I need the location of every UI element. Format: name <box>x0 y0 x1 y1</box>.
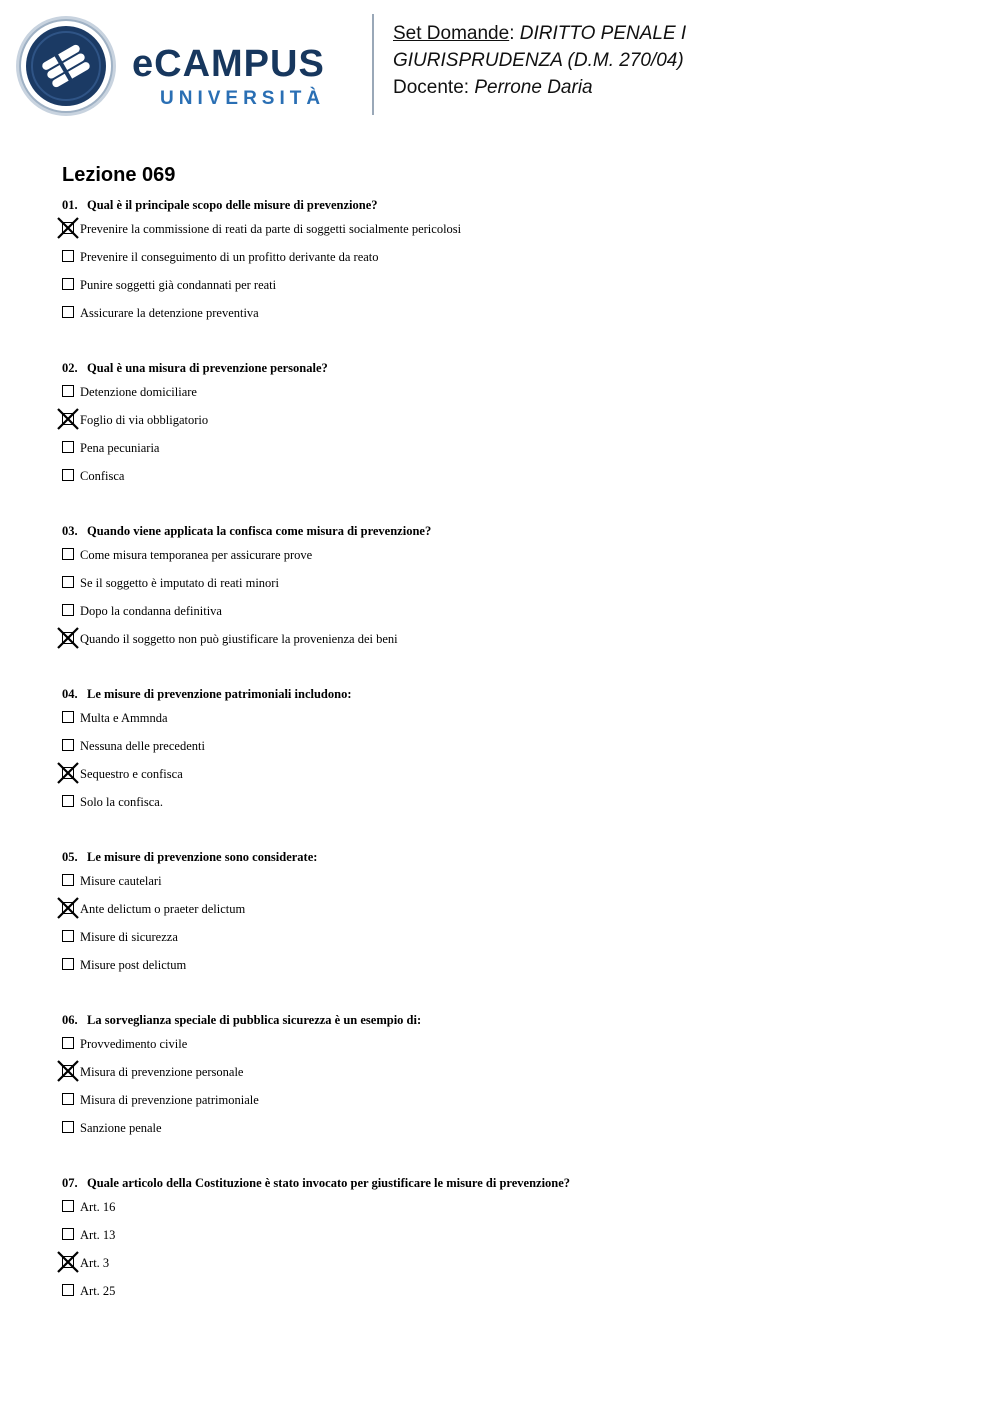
answer-text: Misure cautelari <box>80 874 162 888</box>
teacher-line <box>393 74 686 101</box>
answer-text: Punire soggetti già condannati per reati <box>80 278 277 292</box>
answer-option <box>62 1199 962 1227</box>
answer-text: Provvedimento civile <box>80 1037 188 1051</box>
answer-option <box>62 1255 962 1283</box>
checkbox[interactable] <box>62 604 74 616</box>
question-label: Qual è una misura di prevenzione personale? <box>87 361 328 375</box>
answer-text: Art. 25 <box>80 1284 116 1298</box>
answer-option <box>62 221 962 249</box>
checkbox[interactable] <box>62 469 74 481</box>
answer-text: Detenzione domiciliare <box>80 385 197 399</box>
question-text <box>62 1173 962 1193</box>
answer-option <box>62 384 962 412</box>
question-block <box>62 195 962 333</box>
answer-text: Prevenire la commissione di reati da parte di soggetti socialmente pericolosi <box>80 222 462 236</box>
answer-option <box>62 1120 962 1148</box>
checkbox[interactable] <box>62 385 74 397</box>
question-label: La sorveglianza speciale di pubblica sicurezza è un esempio di: <box>87 1013 422 1027</box>
program-name: GIURISPRUDENZA (D.M. 270/04) <box>393 50 684 71</box>
answer-option <box>62 1227 962 1255</box>
cross-mark-icon <box>56 896 80 920</box>
question-text <box>62 521 962 541</box>
answer-option <box>62 1036 962 1064</box>
checkbox[interactable] <box>62 441 74 453</box>
checkbox[interactable] <box>62 576 74 588</box>
checkbox[interactable] <box>62 1284 74 1296</box>
checkbox[interactable] <box>62 1037 74 1049</box>
answer-text: Pena pecuniaria <box>80 441 160 455</box>
question-number: 02. <box>62 361 78 375</box>
header-divider <box>372 14 374 115</box>
question-number: 05. <box>62 850 78 864</box>
question-text <box>62 358 962 378</box>
answer-option <box>62 277 962 305</box>
lesson-title: Lezione 069 <box>62 164 176 186</box>
cross-mark-icon <box>56 626 80 650</box>
answer-text: Sequestro e confisca <box>80 767 183 781</box>
answer-text: Come misura temporanea per assicurare prove <box>80 548 313 562</box>
answer-option <box>62 249 962 277</box>
answer-option <box>62 794 962 822</box>
cross-mark-icon <box>56 1250 80 1274</box>
question-block <box>62 1173 962 1311</box>
answer-text: Misure post delictum <box>80 958 187 972</box>
answer-text: Misura di prevenzione patrimoniale <box>80 1093 259 1107</box>
checkbox[interactable] <box>62 1093 74 1105</box>
answer-option <box>62 873 962 901</box>
answer-option <box>62 957 962 985</box>
cross-mark-icon <box>56 216 80 240</box>
checkbox[interactable] <box>62 874 74 886</box>
answer-text: Solo la confisca. <box>80 795 163 809</box>
question-block <box>62 521 962 659</box>
answer-option <box>62 929 962 957</box>
cross-mark-icon <box>56 761 80 785</box>
checkbox[interactable] <box>62 250 74 262</box>
question-label: Quale articolo della Costituzione è stato invocato per giustificare le misure di prevenzione? <box>87 1176 571 1190</box>
answer-text: Art. 13 <box>80 1228 116 1242</box>
question-label: Le misure di prevenzione patrimoniali includono: <box>87 687 352 701</box>
answer-text: Sanzione penale <box>80 1121 162 1135</box>
answer-text: Assicurare la detenzione preventiva <box>80 306 259 320</box>
course-info <box>393 20 686 101</box>
answer-option <box>62 901 962 929</box>
answer-text: Multa e Ammnda <box>80 711 168 725</box>
question-text <box>62 847 962 867</box>
answer-text: Art. 3 <box>80 1256 110 1270</box>
answer-option <box>62 1092 962 1120</box>
answer-option <box>62 575 962 603</box>
question-label: Qual è il principale scopo delle misure di prevenzione? <box>87 198 378 212</box>
answer-option <box>62 1064 962 1092</box>
cross-mark-icon <box>56 407 80 431</box>
checkbox[interactable] <box>62 548 74 560</box>
answer-option <box>62 631 962 659</box>
answer-text: Prevenire il conseguimento di un profitto derivante da reato <box>80 250 379 264</box>
question-number: 07. <box>62 1176 78 1190</box>
question-number: 06. <box>62 1013 78 1027</box>
answer-text: Nessuna delle precedenti <box>80 739 205 753</box>
answer-option <box>62 603 962 631</box>
cross-mark-icon <box>56 1059 80 1083</box>
question-number: 03. <box>62 524 78 538</box>
answer-text: Misura di prevenzione personale <box>80 1065 244 1079</box>
answer-text: Confisca <box>80 469 125 483</box>
answer-option <box>62 766 962 794</box>
checkbox[interactable] <box>62 278 74 290</box>
brand-wordmark <box>132 44 325 84</box>
answer-option <box>62 412 962 440</box>
answer-option <box>62 468 962 496</box>
university-seal-logo <box>15 15 117 117</box>
question-text <box>62 684 962 704</box>
question-block <box>62 358 962 496</box>
answer-option <box>62 440 962 468</box>
checkbox[interactable] <box>62 739 74 751</box>
teacher-label: Docente: <box>393 77 470 98</box>
checkbox[interactable] <box>62 930 74 942</box>
question-text <box>62 195 962 215</box>
answer-text: Se il soggetto è imputato di reati minori <box>80 576 279 590</box>
brand-subtitle: UNIVERSITÀ <box>160 88 326 109</box>
answer-option <box>62 738 962 766</box>
checkbox[interactable] <box>62 795 74 807</box>
brand-name: eCAMPUS <box>132 43 325 85</box>
checkbox[interactable] <box>62 1200 74 1212</box>
question-number: 01. <box>62 198 78 212</box>
course-program-line <box>393 47 686 74</box>
question-number: 04. <box>62 687 78 701</box>
question-label: Le misure di prevenzione sono considerate: <box>87 850 318 864</box>
answer-text: Foglio di via obbligatorio <box>80 413 209 427</box>
answer-option <box>62 305 962 333</box>
checkbox[interactable] <box>62 1228 74 1240</box>
answer-option <box>62 547 962 575</box>
question-block <box>62 684 962 822</box>
course-subject-line: Set Domande: DIRITTO PENALE I <box>393 23 687 44</box>
answer-text: Ante delictum o praeter delictum <box>80 902 246 916</box>
checkbox[interactable] <box>62 711 74 723</box>
answer-text: Art. 16 <box>80 1200 116 1214</box>
answer-text: Misure di sicurezza <box>80 930 178 944</box>
question-block <box>62 847 962 985</box>
question-label: Quando viene applicata la confisca come misura di prevenzione? <box>87 524 432 538</box>
set-label: Set Domande <box>393 23 510 44</box>
answer-text: Quando il soggetto non può giustificare la provenienza dei beni <box>80 632 398 646</box>
question-text <box>62 1010 962 1030</box>
checkbox[interactable] <box>62 958 74 970</box>
answer-option <box>62 710 962 738</box>
question-block <box>62 1010 962 1148</box>
answer-text: Dopo la condanna definitiva <box>80 604 222 618</box>
checkbox[interactable] <box>62 1121 74 1133</box>
question-list <box>62 195 962 1336</box>
answer-option <box>62 1283 962 1311</box>
teacher-name: Perrone Daria <box>474 77 593 98</box>
subject-name: DIRITTO PENALE I <box>519 23 687 44</box>
checkbox[interactable] <box>62 306 74 318</box>
